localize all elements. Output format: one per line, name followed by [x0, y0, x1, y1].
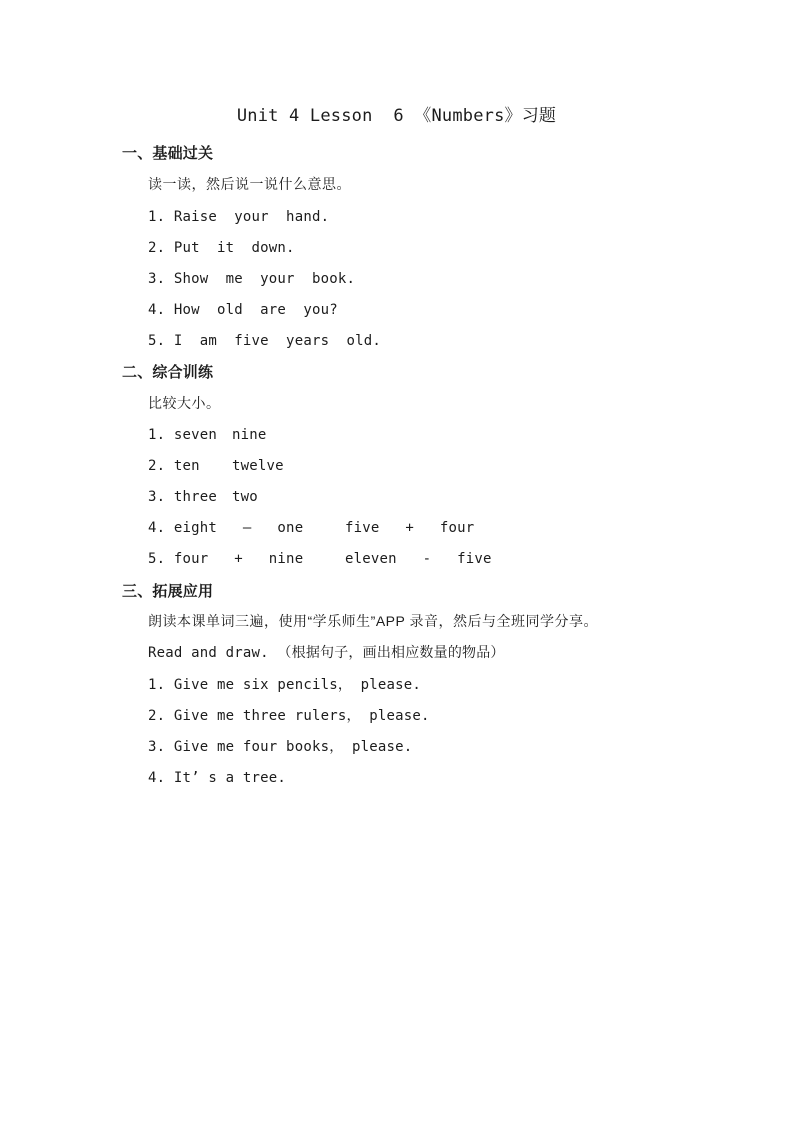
comparison-left: 1. seven	[148, 427, 218, 443]
section-3-instruction-2: Read and draw. （根据句子，画出相应数量的物品）	[148, 645, 505, 661]
section-2-item-1	[148, 427, 267, 444]
comparison-left: 2. ten	[148, 458, 200, 474]
section-3-item-3: 3. Give me four books， please.	[148, 739, 413, 755]
comparison-left: 5. four + nine	[148, 551, 304, 567]
comparison-right: eleven - five	[345, 551, 492, 567]
section-3-item-4: 4. It’ s a tree.	[148, 770, 287, 786]
section-2-heading: 二、综合训练	[122, 364, 214, 381]
comparison-left: 4. eight — one	[148, 520, 304, 536]
section-3-heading: 三、拓展应用	[122, 583, 214, 600]
section-2-instruction: 比较大小。	[148, 395, 221, 411]
comparison-right: twelve	[232, 458, 284, 474]
section-1-item-1: 1. Raise your hand.	[148, 209, 330, 225]
section-1-instruction: 读一读，然后说一说什么意思。	[148, 176, 351, 192]
comparison-right: five + four	[345, 520, 475, 536]
section-2-item-5	[148, 551, 492, 568]
section-2-item-4	[148, 520, 474, 537]
section-1-item-3: 3. Show me your book.	[148, 271, 356, 287]
section-1-item-5: 5. I am five years old.	[148, 333, 381, 349]
page-title: Unit 4 Lesson 6 《Numbers》习题	[236, 106, 557, 126]
comparison-left: 3. three	[148, 489, 218, 505]
section-3-item-1: 1. Give me six pencils， please.	[148, 677, 422, 693]
section-1-heading: 一、基础过关	[122, 145, 214, 162]
section-2-item-2	[148, 458, 284, 475]
section-2-item-3	[148, 489, 258, 506]
section-1-item-2: 2. Put it down.	[148, 240, 295, 256]
section-1-item-4: 4. How old are you?	[148, 302, 338, 318]
comparison-right: two	[232, 489, 258, 505]
section-3-item-2: 2. Give me three rulers， please.	[148, 708, 430, 724]
comparison-right: nine	[232, 427, 267, 443]
section-3-instruction: 朗读本课单词三遍，使用“学乐师生”APP 录音，然后与全班同学分享。	[148, 613, 598, 629]
